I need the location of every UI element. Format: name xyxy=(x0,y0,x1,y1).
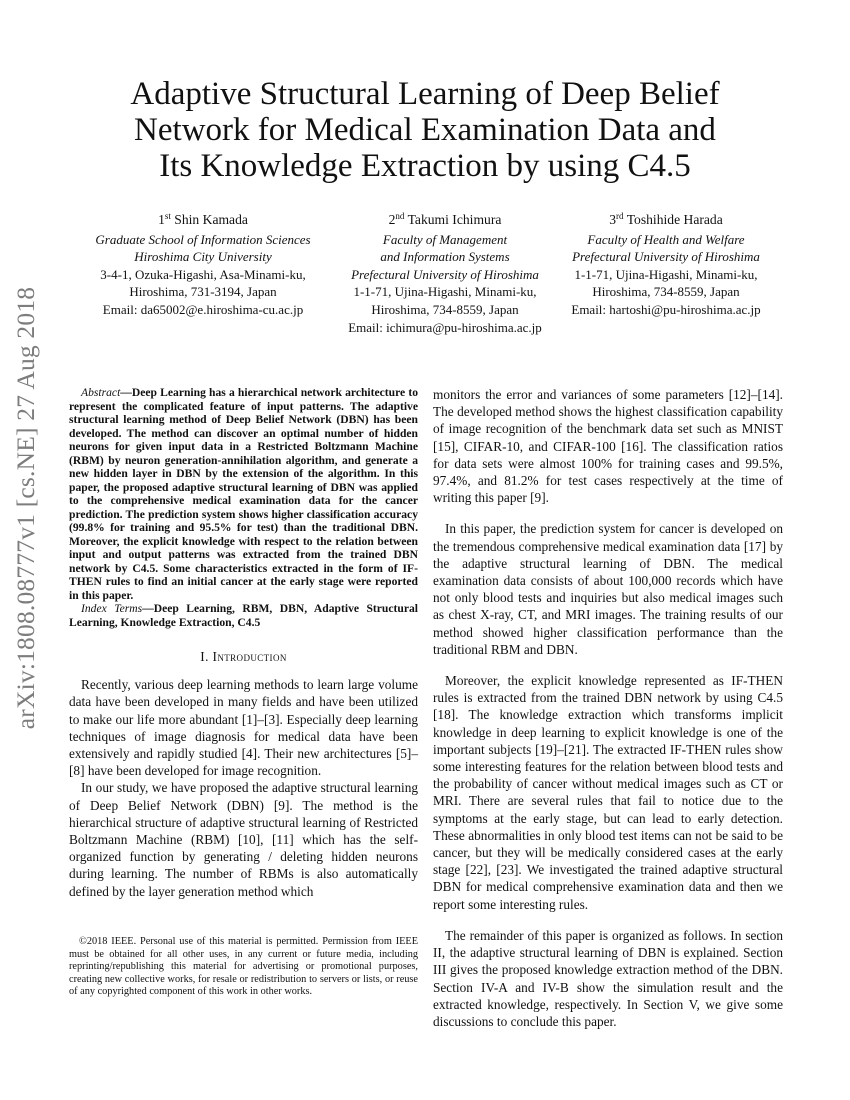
paper-title xyxy=(100,76,750,184)
arxiv-identifier: arXiv:1808.08777v1 [cs.NE] 27 Aug 2018 xyxy=(11,286,41,730)
body-paragraph: monitors the error and variances of some parameters [12]–[14]. The developed method shows the highest classification capability of image recognition of the benchmark data set such as MNIST [15], CIFAR-10, and CIFAR-100 [16]. The classification ratios for data sets were almost 100% for training cases and 99.5%, 97.4%, and 81.2% for test cases respectively at the time of writing this paper [9]. xyxy=(433,387,783,506)
body-paragraph: The remainder of this paper is organized as follows. In section II, the adaptive structural learning of DBN is explained. Section III gives the proposed knowledge extraction method of the DBN. Section IV-A and IV-B show the simulation result and the extracted knowledge, respectively. In Section V, we give some discussions to conclude this paper. xyxy=(433,927,783,1029)
author-email[interactable]: Email: hartoshi@pu-hiroshima.ac.jp xyxy=(571,301,761,317)
right-column xyxy=(433,386,783,1030)
author-affiliation-line: Faculty of Health and Welfare xyxy=(587,231,745,247)
author-address-line: Hiroshima, 731-3194, Japan xyxy=(129,284,277,300)
author-name: 3rd Toshihide Harada xyxy=(609,211,723,227)
left-column xyxy=(69,386,418,900)
index-terms: Index Terms—Deep Learning, RBM, DBN, Adaptive Structural Learning, Knowledge Extraction, C4.5 xyxy=(69,602,418,629)
author-address-line: 1-1-71, Ujina-Higashi, Minami-ku, xyxy=(353,284,537,300)
abstract: Abstract—Deep Learning has a hierarchical network architecture to represent the complicated feature of input patterns. The adaptive structural learning method of Deep Belief Network (DBN) has been developed. The method can discover an optimal number of hidden neurons for given input data in a Restricted Boltzmann Machine (RBM) by neuron generation-annihilation algorithm, and generate a new hidden layer in DBN by the extension of the algorithm. In this paper, the proposed adaptive structural learning of DBN was applied to the comprehensive medical examination data for the cancer prediction. The prediction system shows higher classification accuracy (99.8% for training and 95.5% for test) than the traditional DBN. Moreover, the explicit knowledge with respect to the relation between input and output patterns was extracted from the trained DBN network by C4.5. Some characteristics extracted in the form of IF-THEN rules to find an initial cancer at the early stage were reported in this paper. xyxy=(69,386,418,602)
arxiv-side-stamp xyxy=(6,258,46,758)
title-line: Network for Medical Examination Data and xyxy=(134,112,716,148)
author-address-line: Hiroshima, 734-8559, Japan xyxy=(371,301,519,317)
author-affiliation-line: Faculty of Management xyxy=(382,231,508,247)
author-address-line: Hiroshima, 734-8559, Japan xyxy=(592,284,740,300)
author-affiliation-line: Prefectural University of Hiroshima xyxy=(351,266,539,282)
body-paragraph: Moreover, the explicit knowledge represented as IF-THEN rules is extracted from the trained DBN network by using C4.5 [18]. The knowledge extraction which transforms implicit knowledge in deep learning to explicit knowledge is one of the important subjects [19]–[21]. The extracted IF-THEN rules show some interesting features for the relation between blood tests and the probability of cancer without medical images such as CT or MRI. There are several rules that fail to notice due to the symptoms at the early stage, but can lead to early detection. These abnormalities in only blood test items can not be said to be cancer, but they will be medically considered cases at the early stage [22], [23]. We investigated the trained adaptive structural DBN for medical comprehensive examination data and then we report some interesting rules. xyxy=(433,673,783,912)
section-heading-introduction: I. Introduction xyxy=(200,649,287,664)
author-email[interactable]: Email: ichimura@pu-hiroshima.ac.jp xyxy=(348,319,542,335)
author-name: 1st Shin Kamada xyxy=(158,211,248,227)
author-email[interactable]: Email: da65002@e.hiroshima-cu.ac.jp xyxy=(102,301,304,317)
author-address-line: 3-4-1, Ozuka-Higashi, Asa-Minami-ku, xyxy=(100,266,306,282)
body-paragraph: In this paper, the prediction system for cancer is developed on the tremendous comprehensive medical examination data [17] by the adaptive structural learning of DBN. The medical examination data consists of about 100,000 records which have not only blood tests and inquiries but also medical images such as chest X-ray, CT, and MRI images. The training results of our method showed higher classification performance than the traditional RBM and DBN. xyxy=(433,521,783,657)
copyright-footnote: ©2018 IEEE. Personal use of this material is permitted. Permission from IEEE must be obtained for all other uses, in any current or future media, including reprinting/republishing this material for advertising or promotional purposes, creating new collective works, for resale or redistribution to servers or lists, or reuse of any copyrighted component of this work in other works. xyxy=(69,936,418,998)
author-affiliation-line: Prefectural University of Hiroshima xyxy=(572,249,760,265)
body-paragraph: In our study, we have proposed the adaptive structural learning of Deep Belief Network (DBN) [9]. The method is the hierarchical structure of adaptive structural learning of Restricted Boltzmann Machine (RBM) [10], [11] which has the self-organized function by generating / deleting hidden neurons during learning. The number of RBMs is also automatically defined by the layer generation method which xyxy=(69,780,418,899)
author-2 xyxy=(330,208,560,336)
body-paragraph: Recently, various deep learning methods to learn large volume data have been developed in many fields and have been utilized to make our life more abundant [1]–[3]. Especially deep learning techniques of image diagnosis for medical data have been extensively and rapidly studied [4]. Their new architectures [5]–[8] have been developed for image recognition. xyxy=(69,677,418,779)
author-address-line: 1-1-71, Ujina-Higashi, Minami-ku, xyxy=(574,266,758,282)
title-line: Its Knowledge Extraction by using C4.5 xyxy=(159,148,691,184)
author-name: 2nd Takumi Ichimura xyxy=(388,211,502,227)
author-affiliation-line: and Information Systems xyxy=(380,249,510,265)
title-line: Adaptive Structural Learning of Deep Belief xyxy=(130,76,720,112)
author-3 xyxy=(560,208,772,319)
author-1 xyxy=(78,208,328,319)
author-affiliation-line: Hiroshima City University xyxy=(134,249,272,265)
author-affiliation-line: Graduate School of Information Sciences xyxy=(95,231,311,247)
